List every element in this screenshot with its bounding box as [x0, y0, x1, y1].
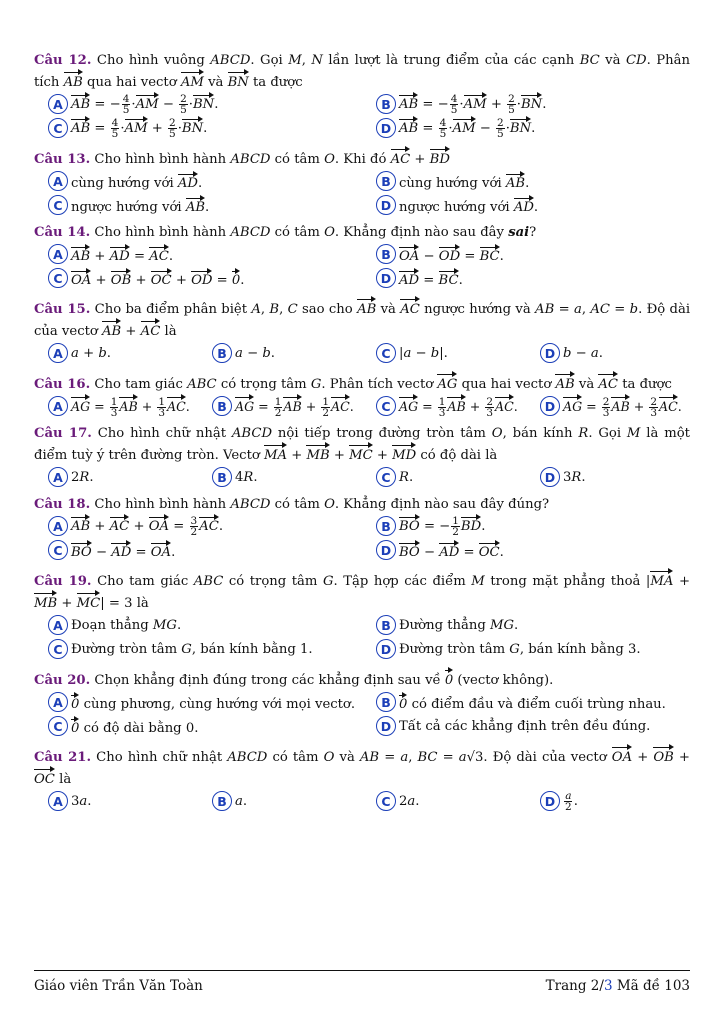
option-text: b − a.: [563, 345, 603, 361]
option-badge: C: [48, 118, 68, 138]
option-text: Đường tròn tâm G, bán kính bằng 1.: [71, 641, 313, 657]
question-stem: [34, 224, 690, 242]
option-badge: D: [540, 467, 560, 487]
option-a[interactable]: [34, 242, 362, 266]
question-15: [34, 297, 690, 365]
question-stem: [34, 297, 690, 341]
question-number: Câu 21.: [34, 750, 92, 765]
option-text: 2a.: [399, 793, 420, 809]
question-stem: [34, 372, 690, 394]
option-badge: D: [540, 343, 560, 363]
option-text: BO − AD = OA.: [71, 541, 175, 560]
option-a[interactable]: [34, 92, 362, 116]
question-number: Câu 12.: [34, 53, 92, 68]
option-d[interactable]: [526, 789, 690, 813]
options: [34, 341, 690, 365]
option-badge: B: [212, 396, 232, 416]
option-text: BO = − $\frac{1}{2}$ BD.: [399, 515, 486, 538]
option-text: AB = − $\frac{4}{5}$ ·AM − $\frac{2}{5}$ ·BN.: [71, 93, 219, 116]
question-stem: [34, 569, 690, 613]
option-d[interactable]: [526, 394, 690, 418]
option-text: ngược hướng với AD.: [399, 196, 538, 215]
option-badge: D: [376, 118, 396, 138]
options: [34, 789, 690, 813]
question-number: Câu 18.: [34, 497, 91, 512]
stem-text: Cho hình bình hành ABCD có tâm O. Khi đó AC + BD: [94, 152, 450, 167]
option-badge: B: [376, 615, 396, 635]
option-d[interactable]: [362, 538, 690, 562]
question-number: Câu 16.: [34, 377, 91, 392]
exam-code: Mã đề 103: [612, 978, 690, 994]
option-text: OA + OB + OC + OD = 0.: [71, 269, 245, 288]
option-a[interactable]: [34, 465, 198, 489]
option-a[interactable]: [34, 169, 362, 193]
stem-text: Cho hình bình hành ABCD có tâm O. Khẳng định nào sau đây đúng?: [94, 497, 550, 512]
option-b[interactable]: [362, 514, 690, 538]
question-14: [34, 224, 690, 290]
question-stem: [34, 147, 690, 169]
question-stem: [34, 745, 690, 789]
option-badge: A: [48, 343, 68, 363]
options: [34, 514, 690, 562]
option-badge: C: [376, 791, 396, 811]
option-text: AD = BC.: [399, 269, 463, 288]
question-20: [34, 668, 690, 738]
option-text: Đoạn thẳng MG.: [71, 617, 182, 633]
option-badge: A: [48, 692, 68, 712]
option-b[interactable]: [362, 690, 690, 714]
option-c[interactable]: [34, 637, 362, 661]
option-badge: B: [376, 171, 396, 191]
option-a[interactable]: [34, 690, 362, 714]
question-number: Câu 14.: [34, 225, 91, 240]
option-badge: B: [376, 692, 396, 712]
option-badge: C: [376, 343, 396, 363]
option-c[interactable]: [362, 341, 526, 365]
option-badge: A: [48, 791, 68, 811]
option-text: cùng hướng với AB.: [399, 172, 529, 191]
option-d[interactable]: [526, 465, 690, 489]
options: [34, 465, 690, 489]
option-b[interactable]: [362, 92, 690, 116]
option-badge: B: [212, 791, 232, 811]
option-badge: C: [48, 195, 68, 215]
options: [34, 242, 690, 290]
option-b[interactable]: [198, 341, 362, 365]
page-info: [546, 978, 690, 994]
question-19: [34, 569, 690, 661]
option-text: 3a.: [71, 793, 92, 809]
option-text: Tất cả các khẳng định trên đều đúng.: [399, 718, 651, 734]
option-a[interactable]: [34, 789, 198, 813]
question-18: [34, 496, 690, 562]
option-b[interactable]: [198, 465, 362, 489]
option-c[interactable]: [34, 538, 362, 562]
option-c[interactable]: [34, 193, 362, 217]
stem-text: Cho hình chữ nhật ABCD nội tiếp trong đường tròn tâm O, bán kính R. Gọi M là một điểm tuỳ ý trên đường tròn. Vectơ MA + MB + MC + MD có độ dài là: [34, 426, 690, 463]
option-text: AG = $\frac{1}{3}$ AB + $\frac{1}{3}$ AC.: [71, 395, 190, 419]
option-text: 3R.: [563, 469, 586, 485]
option-badge: A: [48, 244, 68, 264]
teacher-name: Giáo viên Trần Văn Toàn: [34, 978, 203, 994]
question-number: Câu 17.: [34, 426, 92, 441]
option-text: AG = $\frac{1}{2}$ AB + $\frac{1}{2}$ AC.: [235, 395, 354, 419]
option-badge: C: [48, 268, 68, 288]
option-b[interactable]: [362, 242, 690, 266]
option-badge: B: [376, 94, 396, 114]
option-d[interactable]: [362, 714, 690, 738]
option-badge: B: [376, 516, 396, 536]
question-stem: [34, 52, 690, 92]
option-text: AB = − $\frac{4}{5}$ ·AM + $\frac{2}{5}$ ·BN.: [399, 93, 547, 116]
option-text: 2R.: [71, 469, 94, 485]
options: [34, 613, 690, 661]
question-stem: [34, 425, 690, 465]
option-badge: D: [376, 195, 396, 215]
option-c[interactable]: [362, 465, 526, 489]
option-c[interactable]: [34, 116, 362, 140]
option-badge: D: [376, 639, 396, 659]
question-13: [34, 147, 690, 217]
options: [34, 169, 690, 217]
question-16: [34, 372, 690, 418]
option-badge: A: [48, 94, 68, 114]
option-text: R.: [399, 469, 414, 485]
option-badge: C: [48, 639, 68, 659]
option-a[interactable]: [34, 514, 362, 538]
option-badge: C: [48, 540, 68, 560]
question-number: Câu 20.: [34, 673, 91, 688]
option-text: OA − OD = BC.: [399, 245, 504, 264]
option-badge: D: [376, 540, 396, 560]
option-text: Đường tròn tâm G, bán kính bằng 3.: [399, 641, 641, 657]
option-a[interactable]: [34, 394, 198, 418]
option-d[interactable]: [362, 193, 690, 217]
stem-text: Cho hình vuông ABCD. Gọi M, N lần lượt là trung điểm của các cạnh BC và CD. Phân tích AB qua hai vectơ AM và BN ta được: [34, 53, 690, 90]
option-text: AB = $\frac{4}{5}$ ·AM − $\frac{2}{5}$ ·BN.: [399, 117, 536, 140]
option-badge: D: [376, 268, 396, 288]
page-prefix: Trang 2/: [545, 978, 604, 994]
page-total-link[interactable]: 3: [603, 978, 613, 994]
option-badge: D: [540, 791, 560, 811]
page-footer: [34, 970, 690, 994]
question-12: [34, 52, 690, 140]
option-badge: B: [212, 343, 232, 363]
question-number: Câu 13.: [34, 152, 91, 167]
question-17: [34, 425, 690, 489]
option-text: Đường thẳng MG.: [399, 617, 519, 633]
option-text: AB = $\frac{4}{5}$ ·AM + $\frac{2}{5}$ ·BN.: [71, 117, 208, 140]
option-text: AB + AD = AC.: [71, 245, 173, 264]
option-text: 0 cùng phương, cùng hướng với mọi vectơ.: [71, 693, 355, 712]
option-badge: D: [376, 716, 396, 736]
option-text: 4R.: [235, 469, 258, 485]
option-badge: A: [48, 396, 68, 416]
option-text: AG = $\frac{1}{3}$ AB + $\frac{2}{3}$ AC.: [399, 395, 518, 419]
option-text: 0 có điểm đầu và điểm cuối trùng nhau.: [399, 693, 666, 712]
option-c[interactable]: [362, 394, 526, 418]
option-d[interactable]: [362, 116, 690, 140]
stem-text: Chọn khẳng định đúng trong các khẳng định sau về 0 (vectơ không).: [94, 673, 553, 688]
option-a[interactable]: [34, 613, 362, 637]
option-d[interactable]: [526, 341, 690, 365]
option-badge: D: [540, 396, 560, 416]
option-text: a.: [235, 793, 248, 809]
option-badge: C: [376, 396, 396, 416]
option-d[interactable]: [362, 637, 690, 661]
option-text: ngược hướng với AB.: [71, 196, 209, 215]
option-c[interactable]: [34, 266, 362, 290]
option-text: |a − b|.: [399, 345, 448, 361]
option-badge: A: [48, 615, 68, 635]
option-text: $\frac{a}{2}$ .: [565, 789, 578, 813]
option-badge: C: [48, 716, 68, 736]
stem-text: Cho ba điểm phân biệt A, B, C sao cho AB và AC ngược hướng và AB = a, AC = b. Độ dài của vectơ AB + AC là: [34, 302, 690, 339]
options: [34, 690, 690, 738]
option-b[interactable]: [362, 169, 690, 193]
options: [34, 92, 690, 140]
option-b[interactable]: [198, 394, 362, 418]
option-a[interactable]: [34, 341, 198, 365]
option-badge: A: [48, 516, 68, 536]
option-text: cùng hướng với AD.: [71, 172, 202, 191]
option-text: a + b.: [71, 345, 111, 361]
option-badge: A: [48, 171, 68, 191]
option-text: a − b.: [235, 345, 275, 361]
question-number: Câu 15.: [34, 302, 91, 317]
option-text: AB + AC + OA = $\frac{3}{2}$ AC.: [71, 515, 224, 538]
question-21: [34, 745, 690, 813]
option-text: AG = $\frac{2}{3}$ AB + $\frac{2}{3}$ AC.: [563, 395, 682, 419]
option-c[interactable]: [34, 714, 362, 738]
options: [34, 394, 690, 418]
option-text: BO − AD = OC.: [399, 541, 504, 560]
option-badge: B: [212, 467, 232, 487]
option-badge: B: [376, 244, 396, 264]
stem-text: Cho tam giác ABC có trọng tâm G. Phân tích vectơ AG qua hai vectơ AB và AC ta được: [94, 377, 671, 392]
option-d[interactable]: [362, 266, 690, 290]
question-number: Câu 19.: [34, 574, 92, 589]
question-list: [34, 52, 690, 820]
option-text: 0 có độ dài bằng 0.: [71, 717, 198, 736]
question-stem: [34, 496, 690, 514]
option-badge: C: [376, 467, 396, 487]
stem-text: Cho tam giác ABC có trọng tâm G. Tập hợp các điểm M trong mặt phẳng thoả |MA + MB + MC| = 3 là: [34, 574, 690, 611]
option-b[interactable]: [362, 613, 690, 637]
option-badge: A: [48, 467, 68, 487]
option-b[interactable]: [198, 789, 362, 813]
question-stem: [34, 668, 690, 690]
option-c[interactable]: [362, 789, 526, 813]
stem-text: Cho hình bình hành ABCD có tâm O. Khẳng định nào sau đây sai?: [94, 225, 537, 240]
stem-text: Cho hình chữ nhật ABCD có tâm O và AB = a, BC = a√3. Độ dài của vectơ OA + OB + OC là: [34, 750, 690, 787]
